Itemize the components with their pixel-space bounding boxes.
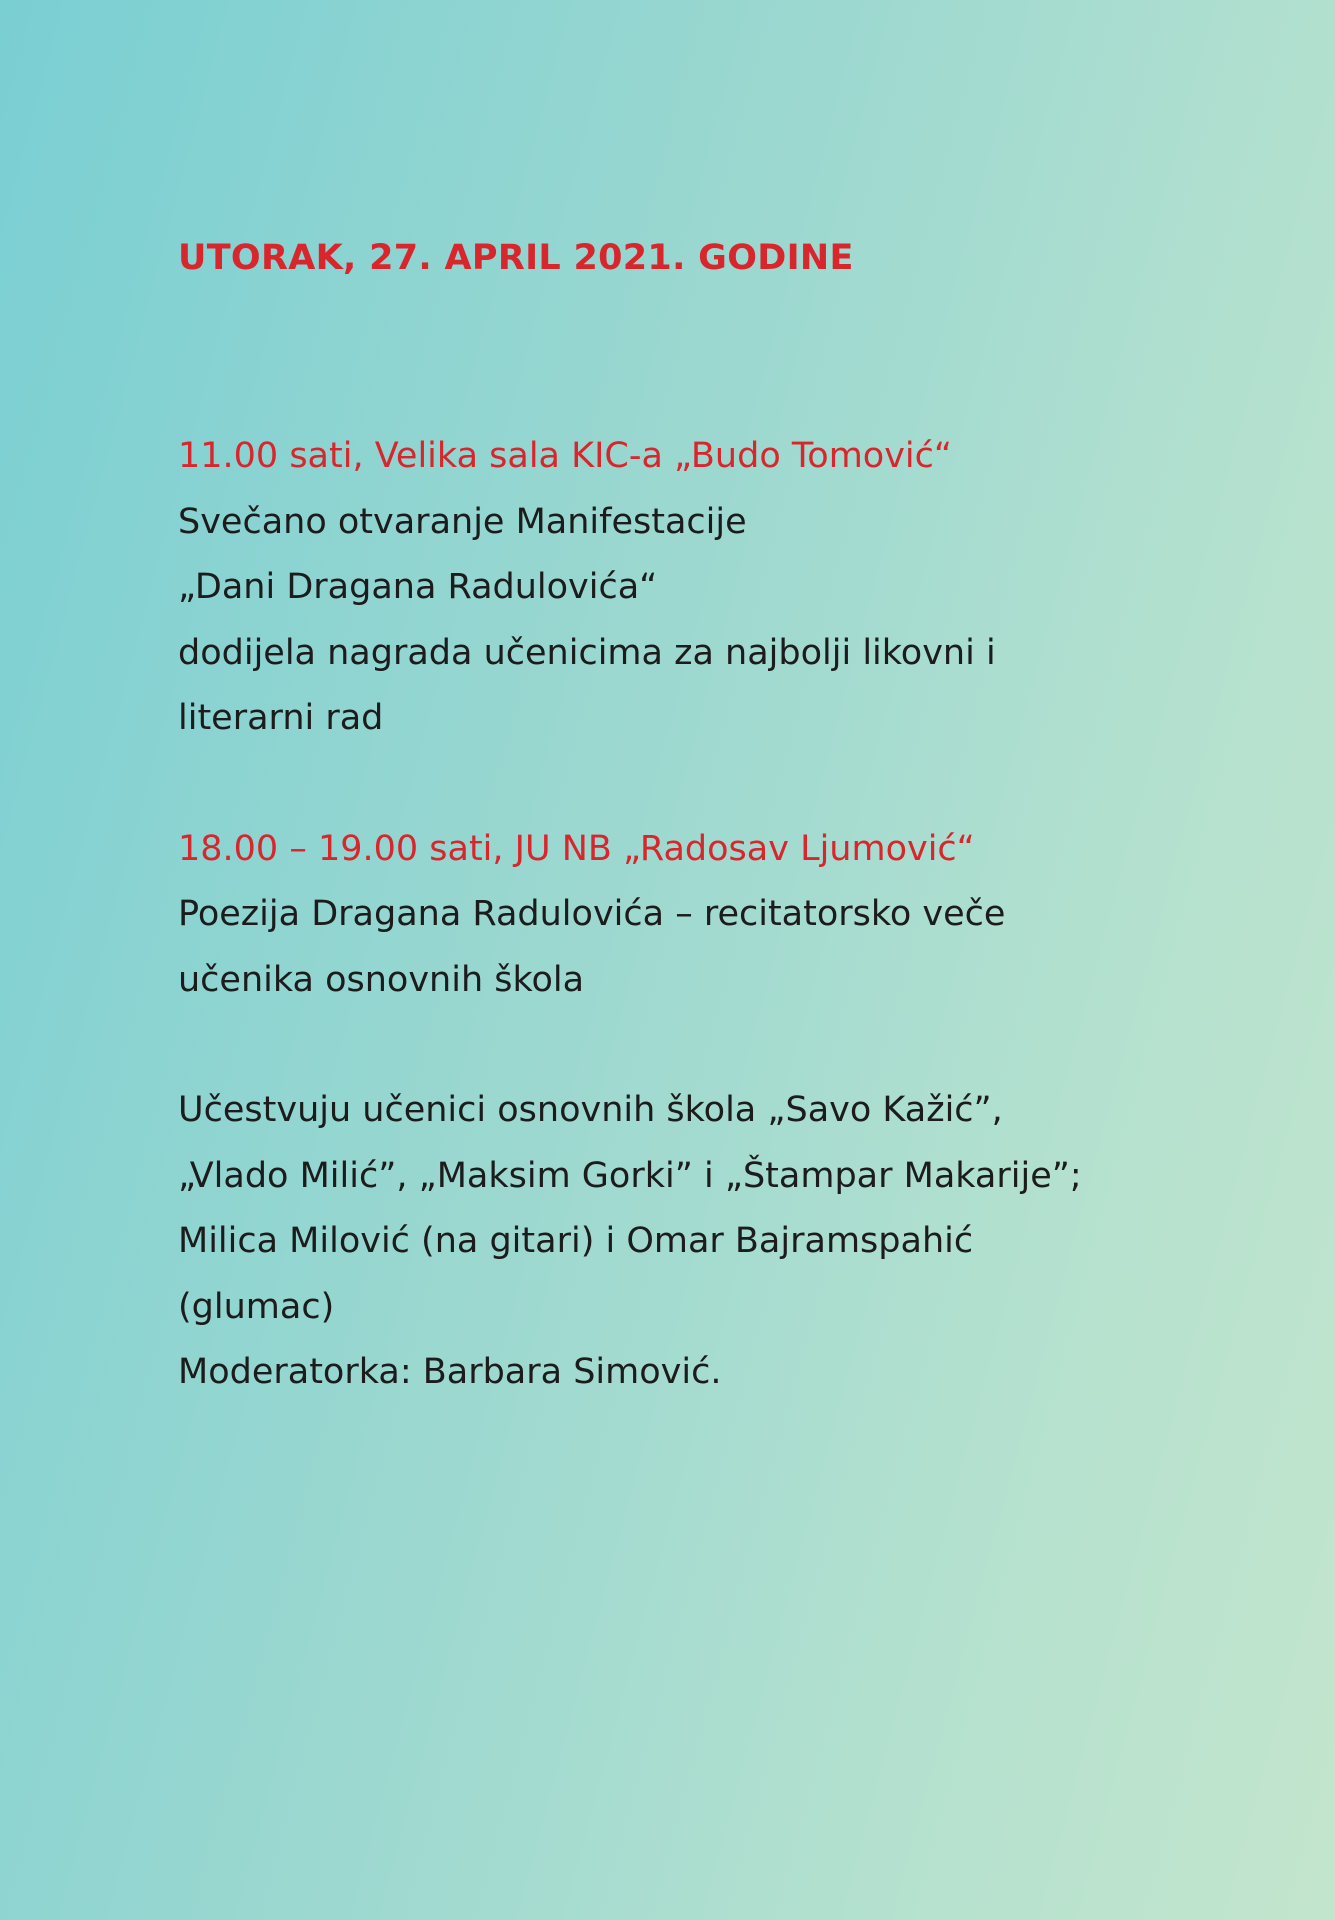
date-heading: UTORAK, 27. APRIL 2021. GODINE [178, 238, 854, 278]
event-line: učenika osnovnih škola [178, 959, 585, 1000]
event-opening [178, 424, 1178, 752]
event-line: dodijela nagrada učenicima za najbolji likovni i [178, 632, 996, 673]
event-line: Svečano otvaranje Manifestacije [178, 501, 747, 542]
event-recital [178, 817, 1178, 1014]
participants-line: „Vlado Milić”, „Maksim Gorki” i „Štampar Makarije”; [178, 1155, 1082, 1196]
event-line: literarni rad [178, 698, 384, 738]
event-time-place: 11.00 sati, Velika sala KIC-a „Budo Tomović“ [178, 436, 953, 476]
program-page [178, 232, 1178, 1406]
event-time-place: 18.00 – 19.00 sati, JU NB „Radosav Ljumović“ [178, 828, 975, 869]
participants-block [178, 1078, 1178, 1406]
moderator-line: Moderatorka: Barbara Simović. [178, 1352, 722, 1392]
event-line: Poezija Dragana Radulovića – recitatorsko veče [178, 894, 1006, 934]
participants-line: (glumac) [178, 1286, 335, 1327]
participants-line: Milica Milović (na gitari) i Omar Bajramspahić [178, 1221, 974, 1261]
participants-line: Učestvuju učenici osnovnih škola „Savo Kažić”, [178, 1090, 1003, 1130]
event-line: „Dani Dragana Radulovića“ [178, 567, 658, 607]
